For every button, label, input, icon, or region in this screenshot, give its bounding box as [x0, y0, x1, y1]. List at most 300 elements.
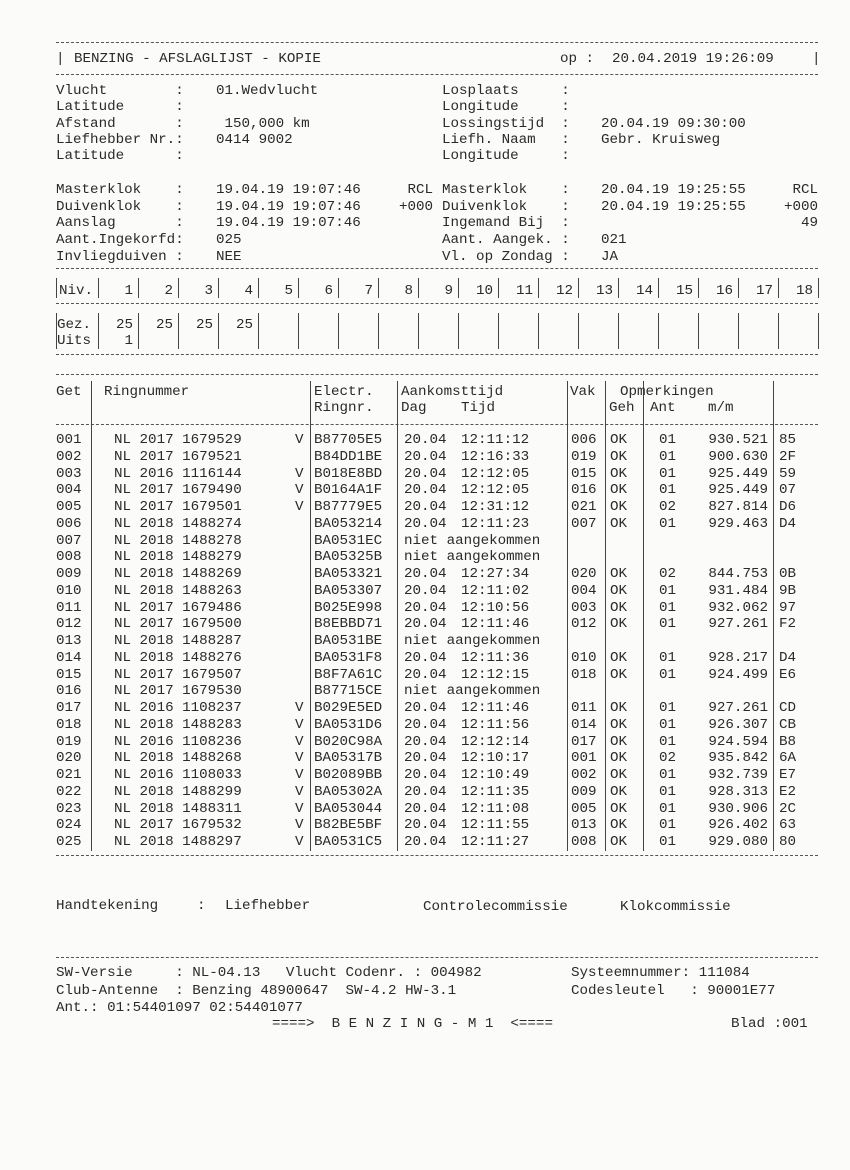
grid-separator	[618, 278, 619, 298]
table-row	[0, 583, 850, 599]
cell-ant: 01	[659, 700, 677, 716]
grid-separator	[178, 278, 179, 298]
grid-separator	[538, 278, 539, 298]
table-row	[0, 801, 850, 817]
grid-separator	[578, 313, 579, 349]
cell-electr: B025E998	[314, 600, 383, 616]
uits-label: Uits	[57, 333, 92, 349]
cell-geh: OK	[610, 650, 628, 666]
cell-geh: OK	[610, 667, 628, 683]
cell-mm: 927.261	[708, 616, 768, 632]
grid-separator	[738, 313, 739, 349]
cell-ant: 01	[659, 583, 677, 599]
cell-ringnummer: NL 2018 1488311	[114, 801, 242, 817]
cell-electr: BA05302A	[314, 784, 383, 800]
table-row	[0, 600, 850, 616]
cell-vak: 006	[571, 432, 597, 448]
grid-separator	[778, 278, 779, 298]
cell-tijd: 12:16:33	[461, 449, 530, 465]
cell-ant: 02	[659, 750, 677, 766]
cell-geh: OK	[610, 449, 628, 465]
cell-geh: OK	[610, 734, 628, 750]
cell-code: D4	[779, 516, 797, 532]
table-row	[0, 449, 850, 465]
cell-electr: BA053214	[314, 516, 383, 532]
cell-ant: 01	[659, 767, 677, 783]
cell-dag: niet aangekommen	[404, 533, 541, 549]
cell-vak: 015	[571, 466, 597, 482]
table-row	[0, 566, 850, 582]
niv-level: 1	[124, 283, 133, 299]
cell-mm: 932.062	[708, 600, 768, 616]
info-value: 20.04.19 09:30:00	[601, 116, 746, 132]
cell-mm: 925.449	[708, 482, 768, 498]
grid-separator	[738, 278, 739, 298]
cell-code: 63	[779, 817, 797, 833]
table-row	[0, 750, 850, 766]
table-top-rule	[56, 374, 818, 375]
cell-get: 013	[56, 633, 82, 649]
cell-geh: OK	[610, 432, 628, 448]
niv-level: 13	[595, 283, 613, 299]
grid-separator	[338, 313, 339, 349]
niv-level: 10	[475, 283, 493, 299]
cell-get: 024	[56, 817, 82, 833]
uits-value: 1	[124, 333, 133, 349]
cell-v-mark: V	[295, 482, 304, 498]
table-bottom-rule	[56, 855, 818, 856]
cell-mm: 827.814	[708, 499, 768, 515]
cell-tijd: 12:11:35	[461, 784, 530, 800]
table-row	[0, 533, 850, 549]
cell-code: 6A	[779, 750, 797, 766]
grid-separator	[98, 278, 99, 298]
cell-electr: BA053307	[314, 583, 383, 599]
clock-value: 021	[601, 232, 627, 248]
cell-v-mark: V	[295, 466, 304, 482]
niv-level: 11	[515, 283, 533, 299]
footer-codesleutel: Codesleutel : 90001E77	[571, 983, 776, 999]
cell-ringnummer: NL 2018 1488268	[114, 750, 242, 766]
cell-ringnummer: NL 2016 1116144	[114, 466, 242, 482]
footer-page-number: Blad :001	[731, 1016, 808, 1032]
cell-ant: 02	[659, 499, 677, 515]
cell-vak: 020	[571, 566, 597, 582]
cell-dag: niet aangekommen	[404, 683, 541, 699]
cell-code: 2C	[779, 801, 797, 817]
info-label: Longitude :	[442, 99, 570, 115]
cell-ringnummer: NL 2016 1108236	[114, 734, 242, 750]
info-value: 150,000 km	[216, 116, 310, 132]
cell-dag: 20.04	[404, 566, 447, 582]
cell-v-mark: V	[295, 834, 304, 850]
report-timestamp: 20.04.2019 19:26:09	[612, 51, 774, 67]
cell-ant: 01	[659, 784, 677, 800]
table-row	[0, 616, 850, 632]
cell-electr: BA0531C5	[314, 834, 383, 850]
table-row	[0, 683, 850, 699]
cell-electr: BA0531D6	[314, 717, 383, 733]
header-dag: Dag	[401, 400, 427, 416]
cell-ringnummer: NL 2017 1679529	[114, 432, 242, 448]
header-aankomsttijd: Aankomsttijd	[401, 384, 504, 400]
niv-level: 8	[404, 283, 413, 299]
cell-get: 006	[56, 516, 82, 532]
cell-ringnummer: NL 2018 1488263	[114, 583, 242, 599]
cell-electr: B87705E5	[314, 432, 383, 448]
cell-ringnummer: NL 2018 1488269	[114, 566, 242, 582]
cell-geh: OK	[610, 583, 628, 599]
table-row	[0, 499, 850, 515]
cell-ant: 01	[659, 717, 677, 733]
cell-code: CB	[779, 717, 797, 733]
niv-level: 2	[164, 283, 173, 299]
cell-mm: 929.463	[708, 516, 768, 532]
cell-get: 019	[56, 734, 82, 750]
cell-dag: 20.04	[404, 784, 447, 800]
grid-separator	[698, 278, 699, 298]
cell-code: 80	[779, 834, 797, 850]
cell-electr: B029E5ED	[314, 700, 383, 716]
grid-separator	[178, 313, 179, 349]
grid-separator	[418, 313, 419, 349]
table-row	[0, 817, 850, 833]
cell-mm: 935.842	[708, 750, 768, 766]
clock-extra: +000	[398, 199, 433, 215]
grid-separator	[218, 313, 219, 349]
cell-get: 001	[56, 432, 82, 448]
cell-dag: 20.04	[404, 482, 447, 498]
cell-tijd: 12:12:05	[461, 482, 530, 498]
header-mm: m/m	[708, 400, 734, 416]
cell-vak: 021	[571, 499, 597, 515]
header-tijd: Tijd	[461, 400, 496, 416]
clock-value: NEE	[216, 249, 242, 265]
cell-v-mark: V	[295, 499, 304, 515]
signature-controlecommissie: Controlecommissie	[423, 899, 568, 915]
cell-ringnummer: NL 2018 1488283	[114, 717, 242, 733]
cell-vak: 016	[571, 482, 597, 498]
cell-get: 023	[56, 801, 82, 817]
table-row	[0, 650, 850, 666]
niv-level: 7	[364, 283, 373, 299]
cell-v-mark: V	[295, 767, 304, 783]
cell-electr: BA0531F8	[314, 650, 383, 666]
header-ringnr: Ringnr.	[314, 400, 374, 416]
cell-electr: B02089BB	[314, 767, 383, 783]
cell-v-mark: V	[295, 801, 304, 817]
cell-tijd: 12:11:56	[461, 717, 530, 733]
cell-tijd: 12:11:46	[461, 700, 530, 716]
niv-level: 16	[715, 283, 733, 299]
clock-value: 19.04.19 19:07:46	[216, 182, 361, 198]
cell-electr: BA0531EC	[314, 533, 383, 549]
cell-dag: 20.04	[404, 583, 447, 599]
table-row	[0, 834, 850, 850]
info-label: Liefh. Naam :	[442, 132, 570, 148]
header-geh: Geh	[609, 400, 635, 416]
cell-ringnummer: NL 2018 1488279	[114, 549, 242, 565]
cell-dag: 20.04	[404, 817, 447, 833]
cell-geh: OK	[610, 516, 628, 532]
cell-electr: B82BE5BF	[314, 817, 383, 833]
cell-code: CD	[779, 700, 797, 716]
grid-separator	[138, 278, 139, 298]
clock-value: 20.04.19 19:25:55	[601, 199, 746, 215]
cell-get: 003	[56, 466, 82, 482]
grid-separator	[618, 313, 619, 349]
footer-sw-version: SW-Versie : NL-04.13 Vlucht Codenr. : 004982	[56, 965, 482, 981]
cell-geh: OK	[610, 750, 628, 766]
cell-v-mark: V	[295, 734, 304, 750]
cell-vak: 004	[571, 583, 597, 599]
cell-tijd: 12:12:05	[461, 466, 530, 482]
cell-mm: 926.307	[708, 717, 768, 733]
cell-get: 010	[56, 583, 82, 599]
cell-get: 004	[56, 482, 82, 498]
cell-mm: 930.906	[708, 801, 768, 817]
clock-label: Aant.Ingekorfd:	[56, 232, 184, 248]
cell-electr: B84DD1BE	[314, 449, 383, 465]
header-opmerkingen: Opmerkingen	[620, 384, 714, 400]
cell-mm: 932.739	[708, 767, 768, 783]
clock-value: 20.04.19 19:25:55	[601, 182, 746, 198]
cell-code: D4	[779, 650, 797, 666]
niv-level: 3	[204, 283, 213, 299]
cell-geh: OK	[610, 600, 628, 616]
niv-label: Niv.	[59, 283, 94, 299]
cell-tijd: 12:11:36	[461, 650, 530, 666]
cell-vak: 003	[571, 600, 597, 616]
niv-level: 5	[284, 283, 293, 299]
cell-ant: 01	[659, 834, 677, 850]
header-ringnummer: Ringnummer	[104, 384, 190, 400]
cell-get: 011	[56, 600, 82, 616]
clock-label: Duivenklok :	[442, 199, 570, 215]
cell-dag: 20.04	[404, 667, 447, 683]
cell-v-mark: V	[295, 717, 304, 733]
header-top-rule	[56, 42, 818, 43]
cell-tijd: 12:12:15	[461, 667, 530, 683]
clock-label: Duivenklok :	[56, 199, 184, 215]
cell-geh: OK	[610, 834, 628, 850]
gez-value: 25	[155, 317, 173, 333]
cell-electr: B87715CE	[314, 683, 383, 699]
header-left-bar: |	[56, 51, 65, 67]
cell-dag: 20.04	[404, 717, 447, 733]
cell-geh: OK	[610, 499, 628, 515]
cell-mm: 900.630	[708, 449, 768, 465]
cell-v-mark: V	[295, 700, 304, 716]
cell-ringnummer: NL 2017 1679532	[114, 817, 242, 833]
gez-value: 25	[115, 317, 133, 333]
cell-tijd: 12:11:02	[461, 583, 530, 599]
cell-get: 017	[56, 700, 82, 716]
cell-get: 025	[56, 834, 82, 850]
cell-tijd: 12:31:12	[461, 499, 530, 515]
cell-tijd: 12:11:55	[461, 817, 530, 833]
clock-extra: 49	[800, 215, 818, 231]
cell-ant: 01	[659, 801, 677, 817]
cell-electr: BA05317B	[314, 750, 383, 766]
info-label: Afstand :	[56, 116, 184, 132]
cell-geh: OK	[610, 700, 628, 716]
cell-ringnummer: NL 2017 1679490	[114, 482, 242, 498]
cell-electr: B018E8BD	[314, 466, 383, 482]
header-right-bar: |	[812, 51, 821, 67]
grid-separator	[138, 313, 139, 349]
cell-geh: OK	[610, 801, 628, 817]
cell-vak: 018	[571, 667, 597, 683]
info-label: Lossingstijd :	[442, 116, 570, 132]
clock-value: 19.04.19 19:07:46	[216, 215, 361, 231]
cell-code: 85	[779, 432, 797, 448]
grid-separator	[258, 278, 259, 298]
cell-code: F2	[779, 616, 797, 632]
cell-get: 016	[56, 683, 82, 699]
cell-vak: 008	[571, 834, 597, 850]
clock-extra: RCL	[407, 182, 433, 198]
cell-code: E7	[779, 767, 797, 783]
clock-label: Aant. Aangek. :	[442, 232, 570, 248]
table-row	[0, 717, 850, 733]
cell-geh: OK	[610, 466, 628, 482]
cell-get: 005	[56, 499, 82, 515]
cell-code: 0B	[779, 566, 797, 582]
cell-code: E6	[779, 667, 797, 683]
table-row	[0, 700, 850, 716]
info-label: Latitude :	[56, 148, 184, 164]
cell-ringnummer: NL 2016 1108033	[114, 767, 242, 783]
grid-separator	[338, 278, 339, 298]
gez-label: Gez.	[57, 317, 92, 333]
info-label: Vlucht :	[56, 83, 184, 99]
cell-dag: 20.04	[404, 516, 447, 532]
cell-ringnummer: NL 2017 1679507	[114, 667, 242, 683]
grid-rule	[56, 354, 818, 355]
cell-ringnummer: NL 2018 1488276	[114, 650, 242, 666]
niv-level: 17	[755, 283, 773, 299]
cell-electr: B8EBBD71	[314, 616, 383, 632]
niv-level: 6	[324, 283, 333, 299]
cell-electr: BA053321	[314, 566, 383, 582]
cell-dag: 20.04	[404, 616, 447, 632]
cell-dag: 20.04	[404, 700, 447, 716]
cell-get: 015	[56, 667, 82, 683]
grid-separator	[378, 278, 379, 298]
cell-mm: 924.499	[708, 667, 768, 683]
cell-get: 022	[56, 784, 82, 800]
cell-electr: B8F7A61C	[314, 667, 383, 683]
report-title: BENZING - AFSLAGLIJST - KOPIE	[74, 51, 321, 67]
cell-ringnummer: NL 2017 1679521	[114, 449, 242, 465]
cell-dag: 20.04	[404, 734, 447, 750]
cell-geh: OK	[610, 767, 628, 783]
cell-code: 59	[779, 466, 797, 482]
grid-separator	[538, 313, 539, 349]
cell-vak: 013	[571, 817, 597, 833]
cell-geh: OK	[610, 566, 628, 582]
cell-electr: BA05325B	[314, 549, 383, 565]
niv-level: 14	[635, 283, 653, 299]
footer-brand: ====> B E N Z I N G - M 1 <====	[272, 1016, 553, 1032]
info-label: Latitude :	[56, 99, 184, 115]
cell-vak: 001	[571, 750, 597, 766]
cell-get: 008	[56, 549, 82, 565]
table-row	[0, 516, 850, 532]
niv-level: 18	[795, 283, 813, 299]
cell-vak: 011	[571, 700, 597, 716]
grid-separator	[578, 278, 579, 298]
cell-ringnummer: NL 2016 1108237	[114, 700, 242, 716]
niv-level: 4	[244, 283, 253, 299]
clock-label: Vl. op Zondag :	[442, 249, 570, 265]
header-bottom-rule	[56, 74, 818, 75]
grid-separator	[298, 313, 299, 349]
cell-tijd: 12:11:08	[461, 801, 530, 817]
cell-ant: 01	[659, 817, 677, 833]
signature-liefhebber: Liefhebber	[225, 898, 311, 914]
cell-vak: 009	[571, 784, 597, 800]
clock-label: Masterklok :	[56, 182, 184, 198]
cell-dag: 20.04	[404, 600, 447, 616]
cell-code: 07	[779, 482, 797, 498]
cell-v-mark: V	[295, 432, 304, 448]
table-header-rule	[56, 424, 818, 425]
grid-separator	[498, 278, 499, 298]
header-ant: Ant	[650, 400, 676, 416]
cell-ant: 01	[659, 466, 677, 482]
table-row	[0, 432, 850, 448]
cell-mm: 928.313	[708, 784, 768, 800]
footer-systeemnummer: Systeemnummer: 111084	[571, 965, 750, 981]
clock-value: JA	[601, 249, 619, 265]
grid-separator	[778, 313, 779, 349]
cell-ant: 01	[659, 600, 677, 616]
cell-dag: 20.04	[404, 499, 447, 515]
cell-tijd: 12:10:49	[461, 767, 530, 783]
cell-mm: 927.261	[708, 700, 768, 716]
grid-separator	[98, 313, 99, 349]
cell-geh: OK	[610, 817, 628, 833]
clock-label: Invliegduiven :	[56, 249, 184, 265]
table-row	[0, 466, 850, 482]
cell-geh: OK	[610, 717, 628, 733]
table-row	[0, 549, 850, 565]
cell-dag: 20.04	[404, 750, 447, 766]
grid-separator	[698, 313, 699, 349]
cell-dag: 20.04	[404, 650, 447, 666]
cell-mm: 929.080	[708, 834, 768, 850]
cell-get: 018	[56, 717, 82, 733]
table-row	[0, 667, 850, 683]
cell-dag: niet aangekommen	[404, 549, 541, 565]
gez-value: 25	[195, 317, 213, 333]
cell-code: 97	[779, 600, 797, 616]
cell-tijd: 12:11:23	[461, 516, 530, 532]
grid-separator	[458, 313, 459, 349]
cell-vak: 012	[571, 616, 597, 632]
cell-get: 012	[56, 616, 82, 632]
cell-ant: 01	[659, 482, 677, 498]
header-electr: Electr.	[314, 384, 374, 400]
grid-rule	[56, 268, 818, 269]
cell-code: 9B	[779, 583, 797, 599]
footer-rule	[56, 957, 818, 958]
signature-colon: :	[197, 898, 206, 914]
cell-code: E2	[779, 784, 797, 800]
grid-separator	[458, 278, 459, 298]
